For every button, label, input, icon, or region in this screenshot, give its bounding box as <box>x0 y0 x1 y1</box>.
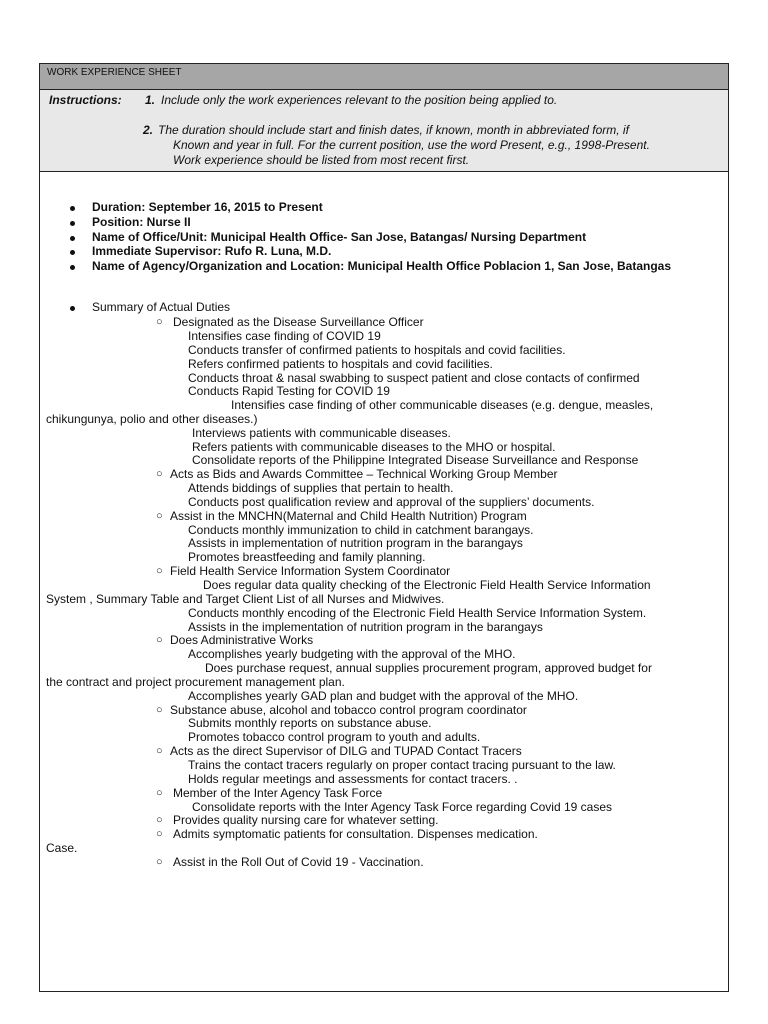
instruction-1-text: Include only the work experiences relevant to the position being applied to. <box>161 93 558 107</box>
duty-subitem: Accomplishes yearly GAD plan and budget with the approval of the MHO. <box>188 689 579 703</box>
bullet-icon <box>70 265 75 270</box>
duty-subitem: Does regular data quality checking of the Electronic Field Health Service Information <box>203 578 651 592</box>
duty-subitem: Interviews patients with communicable diseases. <box>192 426 451 440</box>
duty-item: Field Health Service Information System Coordinator <box>170 564 451 578</box>
circle-bullet-icon: ○ <box>156 565 163 577</box>
summary-label: Summary of Actual Duties <box>92 300 231 314</box>
duty-subitem: Conducts Rapid Testing for COVID 19 <box>188 384 390 398</box>
duty-item: Provides quality nursing care for whatever setting. <box>173 813 439 827</box>
duty-subitem: Intensifies case finding of COVID 19 <box>188 329 381 343</box>
work-experience-sheet: WORK EXPERIENCE SHEET Instructions: 1. Include only the work experiences relevant to the position being applied to. 2. The duration should include start and finish dates, if known, month in abbreviated form, if Known and year in full. For the current position, use the word Present, e.g., 1998-Present. Work experience should be listed from most recent first. Duration: September 16, 2015 to Present Position: Nurse II Name of Office/Unit: Municipal Health Office- San Jose, Batangas/ Nursing Department Immediate Supervisor: Rufo R. Luna, M.D. Name of Agency/Organization and Location: Municipal Health Office Poblacion 1, San Jose, Batangas Summary of Actual Duties ○ Designated as the Disease Surveillance Officer Intensifies case finding of COVID 19 Conducts transfer of confirmed patients to hospitals and covid facilities. Refers confirmed patients to hospitals and covid facilities. Conducts throat & nasal swabbing to suspect patient and close contacts of confirmed Conducts Rapid Testing for COVID 19 Intensifies case finding of other communicable diseases (e.g. dengue, measles, chikungunya, polio and other diseases.) Interviews patients with communicable diseases. Refers patients with communicable diseases to the MHO or hospital. Consolidate reports of the Philippine Integrated Disease Surveillance and Response ○ Acts as Bids and Awards Committee – Technical Working Group Member Attends biddings of supplies that pertain to health. Conducts post qualification review and approval of the suppliers’ documents. ○ Assist in the MNCHN(Maternal and Child Health Nutrition) Program Conducts monthly immunization to child in catchment barangays. Assists in implementation of nutrition program in the barangays Promotes breastfeeding and family planning. ○ Field Health Service Information System Coordinator Does regular data quality checking of the Electronic Field Health Service Information System , Summary Table and Target Client List of all Nurses and Midwives. Conducts monthly encoding of the Electronic Field Health Service Information System. Assists in the implementation of nutrition program in the barangays ○ Does Administrative Works Accomplishes yearly budgeting with the approval of the MHO. Does purchase request, annual supplies procurement program, approved budget for the contract and project procurement management plan. Accomplishes yearly GAD plan and budget with the approval of the MHO. ○ Substance abuse, alcohol and tobacco control program coordinator Submits monthly reports on substance abuse. Promotes tobacco control program to youth and adults. ○ Acts as the direct Supervisor of DILG and TUPAD Contact Tracers Trains the contact tracers regularly on proper contact tracing pursuant to the law. Holds regular meetings and assessments for contact tracers. . ○ Member of the Inter Agency Task Force Consolidate reports with the Inter Agency Task Force regarding Covid 19 cases ○ Provides quality nursing care for whatever setting. ○ Admits symptomatic patients for consultation. Dispenses medication. Case. ○ Assist in the Roll Out of Covid 19 - Vaccination. <box>39 63 729 992</box>
bullet-icon <box>70 206 75 211</box>
duty-subitem: Assists in implementation of nutrition program in the barangays <box>188 536 523 550</box>
bullet-icon <box>70 250 75 255</box>
duty-subitem: Refers patients with communicable diseases to the MHO or hospital. <box>192 440 556 454</box>
duty-subitem: Conducts monthly encoding of the Electronic Field Health Service Information System. <box>188 606 647 620</box>
sheet-header <box>40 64 728 90</box>
circle-bullet-icon: ○ <box>156 745 163 757</box>
instructions-box <box>40 90 728 172</box>
sheet-title: WORK EXPERIENCE SHEET <box>47 67 182 78</box>
instruction-2-text <box>158 123 718 168</box>
duty-subitem: Consolidate reports with the Inter Agency Task Force regarding Covid 19 cases <box>192 800 612 814</box>
circle-bullet-icon: ○ <box>156 468 163 480</box>
duty-subitem: Conducts transfer of confirmed patients to hospitals and covid facilities. <box>188 343 566 357</box>
circle-bullet-icon: ○ <box>156 856 163 868</box>
circle-bullet-icon: ○ <box>156 704 163 716</box>
duty-subitem: Refers confirmed patients to hospitals and covid facilities. <box>188 357 493 371</box>
duty-subitem: Conducts monthly immunization to child in catchment barangays. <box>188 523 534 537</box>
duty-item: Substance abuse, alcohol and tobacco control program coordinator <box>170 703 527 717</box>
instruction-2-line-1: The duration should include start and finish dates, if known, month in abbreviated form, if <box>158 123 629 137</box>
circle-bullet-icon: ○ <box>156 787 163 799</box>
bullet-icon <box>70 306 75 311</box>
instruction-2-number: 2. <box>143 123 154 137</box>
duty-subitem: Accomplishes yearly budgeting with the approval of the MHO. <box>188 647 516 661</box>
duty-subitem: Assists in the implementation of nutrition program in the barangays <box>188 620 543 634</box>
duty-item: Does Administrative Works <box>170 633 314 647</box>
instruction-2-line-2: Known and year in full. For the current position, use the word Present, e.g., 1998-Present. <box>173 138 650 152</box>
duty-item: Acts as Bids and Awards Committee – Technical Working Group Member <box>170 467 558 481</box>
duty-item: Acts as the direct Supervisor of DILG and TUPAD Contact Tracers <box>170 744 522 758</box>
duty-subitem: Holds regular meetings and assessments for contact tracers. . <box>188 772 518 786</box>
instruction-2-line-3: Work experience should be listed from most recent first. <box>173 153 470 167</box>
duty-subitem: Submits monthly reports on substance abuse. <box>188 716 432 730</box>
bullet-icon <box>70 221 75 226</box>
duty-subitem: Promotes tobacco control program to youth and adults. <box>188 730 481 744</box>
duty-item-continued: Case. <box>46 841 78 855</box>
circle-bullet-icon: ○ <box>156 316 163 328</box>
circle-bullet-icon: ○ <box>156 634 163 646</box>
duty-subitem: Trains the contact tracers regularly on proper contact tracing pursuant to the law. <box>188 758 616 772</box>
duty-subitem: Consolidate reports of the Philippine Integrated Disease Surveillance and Response <box>192 453 639 467</box>
duty-item: Assist in the MNCHN(Maternal and Child Health Nutrition) Program <box>170 509 527 523</box>
duty-subitem-continued: chikungunya, polio and other diseases.) <box>46 412 258 426</box>
bullet-icon <box>70 236 75 241</box>
duty-subitem-continued: the contract and project procurement management plan. <box>46 675 345 689</box>
duty-subitem: Promotes breastfeeding and family planning. <box>188 550 426 564</box>
duty-item: Assist in the Roll Out of Covid 19 - Vaccination. <box>173 855 424 869</box>
duty-subitem: Conducts throat & nasal swabbing to suspect patient and close contacts of confirmed <box>188 371 640 385</box>
duty-item: Member of the Inter Agency Task Force <box>173 786 383 800</box>
duty-subitem-continued: System , Summary Table and Target Client List of all Nurses and Midwives. <box>46 592 445 606</box>
circle-bullet-icon: ○ <box>156 814 163 826</box>
instruction-1-number: 1. <box>145 93 156 107</box>
duty-subitem: Attends biddings of supplies that pertain to health. <box>188 481 454 495</box>
duty-subitem: Does purchase request, annual supplies procurement program, approved budget for <box>205 661 652 675</box>
duty-item: Admits symptomatic patients for consultation. Dispenses medication. <box>173 827 538 841</box>
duty-subitem: Intensifies case finding of other communicable diseases (e.g. dengue, measles, <box>231 398 654 412</box>
duty-item: Designated as the Disease Surveillance Officer <box>173 315 424 329</box>
instructions-label: Instructions: <box>49 93 122 107</box>
circle-bullet-icon: ○ <box>156 828 163 840</box>
duty-subitem: Conducts post qualification review and approval of the suppliers’ documents. <box>188 495 595 509</box>
circle-bullet-icon: ○ <box>156 510 163 522</box>
